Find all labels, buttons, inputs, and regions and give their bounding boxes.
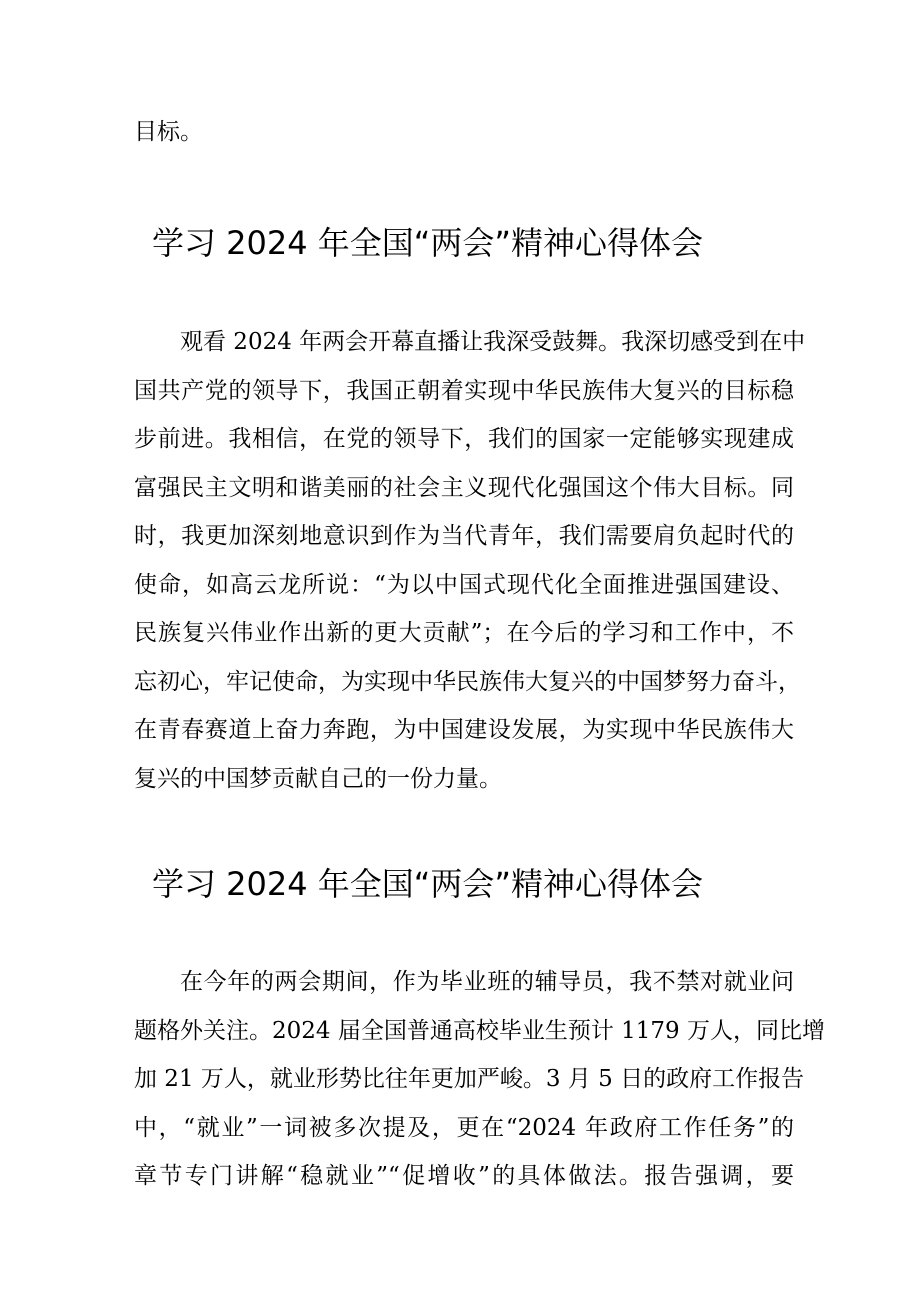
section-heading: 学习 2024 年全国“两会”精神心得体会: [152, 865, 703, 903]
section-paragraph: [134, 958, 825, 1201]
paragraph-line: 富强民主文明和谐美丽的社会主义现代化强国这个伟大目标。同: [134, 474, 794, 501]
paragraph-line: 中，“就业”一词被多次提及，更在“2024 年政府工作任务”的: [134, 1114, 794, 1141]
paragraph-line: 时，我更加深刻地意识到作为当代青年，我们需要肩负起时代的: [134, 523, 794, 549]
paragraph-line: 民族复兴伟业作出新的更大贡献”；在今后的学习和工作中，不: [134, 620, 794, 646]
continuation-text: 目标。: [134, 119, 203, 145]
paragraph-line: 加 21 万人，就业形势比往年更加严峻。3 月 5 日的政府工作报告: [134, 1066, 805, 1092]
section-heading: 学习 2024 年全国“两会”精神心得体会: [152, 224, 703, 262]
paragraph-line: 忘初心，牢记使命，为实现中华民族伟大复兴的中国梦努力奋斗，: [134, 668, 801, 695]
section-paragraph: [134, 318, 806, 803]
paragraph-line: 复兴的中国梦贡献自己的一份力量。: [134, 765, 502, 792]
paragraph-line: 在今年的两会期间，作为毕业班的辅导员，我不禁对就业问: [180, 969, 794, 995]
paragraph-line: 国共产党的领导下，我国正朝着实现中华民族伟大复兴的目标稳: [134, 377, 794, 404]
paragraph-line: 使命，如高云龙所说：“为以中国式现代化全面推进强国建设、: [134, 571, 794, 598]
paragraph-line: 步前进。我相信，在党的领导下，我们的国家一定能够实现建成: [134, 426, 794, 452]
paragraph-line: 题格外关注。2024 届全国普通高校毕业生预计 1179 万人，同比增: [134, 1017, 825, 1044]
paragraph-line: 章节专门讲解“稳就业”“促增收”的具体做法。报告强调，要: [134, 1163, 794, 1189]
paragraph-line: 观看 2024 年两会开幕直播让我深受鼓舞。我深切感受到在中: [180, 329, 806, 355]
paragraph-line: 在青春赛道上奋力奔跑，为中国建设发展，为实现中华民族伟大: [134, 717, 794, 743]
